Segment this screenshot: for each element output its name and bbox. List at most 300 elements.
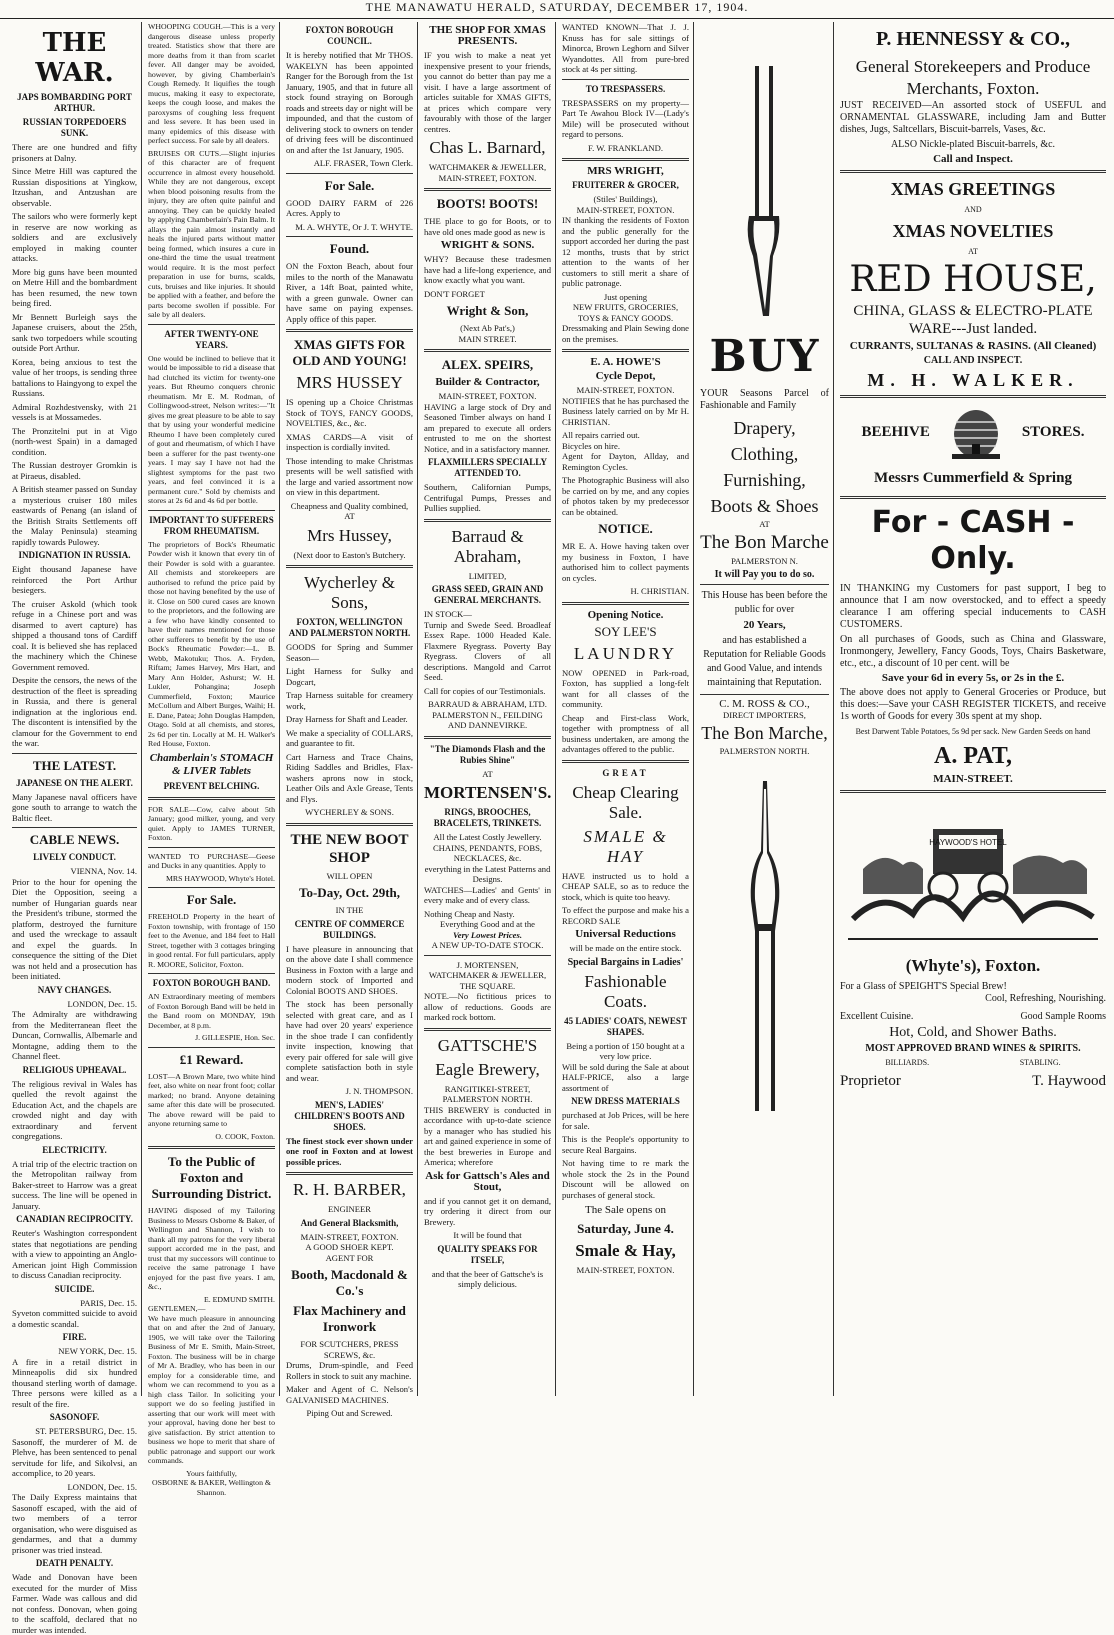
signature: H. CHRISTIAN.: [630, 586, 689, 596]
paragraph: IF you wish to make a neat yet inexpensive present to your friends, you cannot do better than pay me a visit. I have a large assortment of articles suitable for XMAS GIFTS, at prices which compare very favourably with those of the larger centres.: [424, 50, 551, 134]
text: Good Sample Rooms: [1020, 1011, 1106, 1022]
text: Nothing Cheap and Nasty.: [424, 908, 515, 919]
signature: J. N. THOMPSON.: [345, 1086, 413, 1096]
text: WATCHMAKER & JEWELLER,: [428, 970, 547, 980]
dateline: LONDON, Dec. 15.: [67, 998, 137, 1009]
divider: [148, 847, 275, 848]
divider: [286, 236, 413, 237]
subhead: RUSSIAN TORPEDOERS SUNK.: [22, 117, 127, 138]
text: AT: [482, 768, 493, 779]
column-bon-marche: [696, 22, 834, 1396]
paragraph: WANTED KNOWN—That J. J. Knuss has for sale sittings of Minorca, Brown Leghorn and Silver Wyandottes. All from pure-bred stock at 4s per sitting.: [562, 22, 689, 74]
text: STABLING.: [1019, 1058, 1061, 1067]
heading: Chas L. Barnard,: [429, 138, 546, 157]
subhead: NEW DRESS MATERIALS: [571, 1096, 680, 1106]
beehive-icon: [944, 404, 1008, 460]
paragraph: One would be inclined to believe that it would be impossible to rid a disease that had clutched its victim for twenty-one years. But Rheumo conquers chronic rheumatism. Mr E. M. Rodman, of Collingwood-street, Nelson writes:—"It gives me great pleasure to be able to say that by using your wonderful medicine Rheumo I have been completely cured of gout and rheumatism, of which I have been a sufferer for the past twenty-one years. I may say I have not had the slightest symptoms for the past two years, and feel convinced it is a permanent cure." Sold by chemists and stores at 2s 6d and 4s 6d per bottle.: [148, 353, 275, 505]
subhead: FRUITERER & GROCER,: [572, 180, 679, 190]
heading: Booth, Macdonald & Co.'s: [291, 1267, 408, 1298]
text: A GOOD SHOER KEPT.: [305, 1242, 394, 1252]
signature: E. EDMUND SMITH.: [203, 1294, 275, 1304]
signature: OSBORNE & BAKER, Wellington & Shannon.: [151, 1478, 271, 1497]
item-clothing: Clothing,: [730, 444, 799, 464]
paragraph: Light Harness for Sulky and Dogcart,: [286, 666, 413, 687]
paragraph: Call for copies of our Testimonials.: [424, 685, 546, 696]
heading: XMAS GREETINGS: [890, 179, 1056, 199]
paragraph: and if you cannot get it on demand, try ordering it direct from our Brewery.: [424, 1195, 551, 1227]
paragraph: Maker and Agent of C. Nelson's GALVANISED MACHINES.: [286, 1384, 413, 1405]
paragraph: HAVING disposed of my Tailoring Business to Messrs Osborne & Baker, of Wellington and Shannon, I wish to thank all my patrons for the very liberal support accorded me in the past, and trust that my successors will continue to receive the same patronage I have enjoyed for the past five years. I am, &c.,: [148, 1206, 275, 1291]
subhead: Call and Inspect.: [933, 153, 1013, 165]
divider: [840, 496, 1106, 499]
subhead: MEN'S, LADIES' CHILDREN'S BOOTS AND SHOES.: [294, 1099, 405, 1132]
divider: [148, 1047, 275, 1048]
text: MAIN-STREET, FOXTON.: [438, 172, 537, 183]
text: RANGITIKEI-STREET,: [444, 1083, 531, 1094]
subhead: MAIN-STREET.: [933, 773, 1013, 785]
heading: M. H. WALKER.: [867, 370, 1079, 390]
paragraph: FOR SALE—Cow, calve about 5th January; good milker, young, and very quiet. Apply to JAMES TURNER, Foxton.: [148, 804, 275, 842]
subhead: Special Bargains in Ladies': [567, 956, 684, 968]
paragraph: AN Extraordinary meeting of members of Foxton Borough Band will be held in the Band room on MONDAY, 19th December, at 8 p.m.: [148, 992, 275, 1030]
heading-the-war: THE WAR.: [35, 28, 114, 88]
subhead: CANADIAN RECIPROCITY.: [16, 1214, 133, 1224]
paragraph: FREEHOLD Property in the heart of Foxton township, with frontage of 150 feet to the Avenue, and 184 feet to Hall Street, together with 3 cottages bringing in good rental. For full particulars, apply R. MOORE, Solicitor, Foxton.: [148, 912, 275, 969]
paragraph: Wade and Donovan have been executed for the murder of Miss Farmer. Wade was callous and did not confess. Donovan, when going to the scaffold, declared that no murder was intended.: [12, 1572, 137, 1635]
dateline: LONDON, Dec. 15.: [67, 1481, 137, 1492]
text: All repairs carried out.: [562, 430, 640, 440]
paragraph: More big guns have been mounted on Metre Hill and the bombardment has been resumed, the new town being fired.: [12, 266, 137, 308]
text: A NEW UP-TO-DATE STOCK.: [431, 940, 544, 950]
heading-the-latest: THE LATEST.: [32, 757, 117, 773]
text: For a Glass of SPEIGHT'S Special Brew!: [840, 981, 1007, 992]
text: (Stiles' Buildings),: [593, 194, 658, 204]
text: Best Darwent Table Potatoes, 5s 9d per sack. New Garden Seeds on hand: [855, 727, 1091, 736]
text: BARRAUD & ABRAHAM, LTD.: [428, 699, 547, 709]
column-ads-3: [282, 22, 418, 1418]
text: will be made on the entire stock.: [569, 943, 682, 953]
text: Very Lowest Prices.: [453, 929, 522, 940]
subhead: It will Pay you to do so.: [714, 569, 815, 580]
text: All the Latest Costly Jewellery.: [433, 832, 542, 842]
column-ads-4: [420, 22, 556, 1396]
subhead: NAVY CHANGES.: [37, 984, 112, 995]
paragraph: The above does not apply to General Groceries or Produce, but this does:—Save your CASH REGISTER TICKETS, and receive 1s worth of Goods for every 30s spent at my shop.: [840, 687, 1106, 722]
heading: To-Day, Oct. 29th,: [299, 885, 400, 900]
heading: Wycherley & Sons,: [303, 573, 396, 612]
divider: [562, 602, 689, 605]
paragraph: HAVING a large stock of Dry and Seasoned Timber always on hand I am prepared to execute all orders entrusted to me on the shortest Notice, and in a satisfactory manner.: [424, 401, 551, 454]
paragraph: A trial trip of the electric traction on the Metropolitan railway from Baker-street to Harrow was a great success. The line will be opened in January.: [12, 1158, 137, 1211]
paragraph: It is hereby notified that Mr THOS. WAKELYN has been appointed Ranger for the Borough from the 1st January, 1905, and that in future all stock found straying on Borough roads and streets day or night will be impounded, and that the custom of delivering stock to owners on tender of driving fees will be discontinued on and after the 1st January, 1905.: [286, 50, 413, 155]
divider: [148, 887, 275, 888]
paragraph: Admiral Rozhdestvensky, with 21 vessels is at Mossamedes.: [12, 401, 137, 422]
dateline: PARIS, Dec. 15.: [80, 1297, 137, 1308]
subhead: THE SHOP FOR XMAS PRESENTS.: [429, 24, 546, 47]
subhead: CURRANTS, SULTANAS & RASINS. (All Cleaned): [849, 340, 1097, 352]
paragraph: GOOD DAIRY FARM of 226 Acres. Apply to: [286, 197, 413, 218]
proprietor-row: [840, 1071, 1106, 1091]
text: DIRECT IMPORTERS,: [723, 709, 806, 720]
heading: For Sale.: [324, 177, 375, 193]
beehive-label: BEEHIVE: [861, 424, 930, 440]
heading: NOTICE.: [598, 521, 653, 536]
subhead: SUICIDE.: [54, 1283, 95, 1294]
text: everything in the Latest Patterns and Designs.: [424, 863, 551, 884]
subhead: QUALITY SPEAKS FOR ITSELF,: [437, 1243, 538, 1265]
tablets-ad-title: Chamberlain's STOMACH & LIVER Tablets: [149, 751, 274, 777]
text: MAIN-STREET, FOXTON.: [576, 1265, 675, 1275]
text: and has established a Reputation for Reliable Goods and Good Value, and intends maintaining that Reputation.: [703, 635, 826, 688]
subhead: FOXTON BOROUGH BAND.: [152, 978, 271, 988]
paragraph: YOUR Seasons Parcel of Fashionable and Family: [700, 388, 829, 411]
text: DON'T FORGET: [424, 288, 485, 299]
paragraph: Will be sold during the Sale at about HALF-PRICE, also a large assortment of: [562, 1061, 689, 1093]
pointing-hand-up-icon: [735, 761, 795, 1121]
paragraph: THIS BREWERY is conducted in accordance with up-to-date science by a manager who has studied his art and gained experience in some of the best breweries in Europe and America; wherefore: [424, 1104, 551, 1167]
divider: [700, 694, 829, 695]
store-name: The Bon Marche,: [701, 723, 828, 743]
text: CHINA, GLASS & ELECTRO-PLATE WARE---Just landed.: [853, 303, 1093, 337]
paragraph: This is the People's opportunity to secure Real Bargains.: [562, 1134, 689, 1155]
paragraph: Syveton committed suicide to avoid a domestic scandal.: [12, 1308, 137, 1329]
signature: F. W. FRANKLAND.: [588, 142, 663, 153]
text: AGENT FOR: [325, 1252, 374, 1263]
paragraph: HAVE instructed us to hold a CHEAP SALE, so as to reduce the stock, which is quite too heavy.: [562, 870, 689, 902]
heading: To the Public of Foxton and Surrounding District.: [151, 1154, 272, 1201]
services-row: [840, 1057, 1106, 1069]
store-name: The Bon Marche: [700, 531, 829, 553]
text: MAIN-STREET, FOXTON.: [300, 1231, 399, 1242]
stores-label: STORES.: [1021, 424, 1085, 440]
column-ads-2: [144, 22, 280, 1497]
heading: For Sale.: [186, 892, 237, 907]
paragraph: Southern, Californian Pumps, Centrifugal Pumps, Presses and Pullies supplied.: [424, 482, 551, 513]
text: Proprietor: [840, 1073, 901, 1089]
divider: [562, 158, 689, 161]
heading: P. HENNESSY & CO.,: [875, 28, 1071, 50]
text: Cool, Refreshing, Nourishing.: [985, 993, 1106, 1004]
heading: GATTSCHE'S: [437, 1035, 538, 1055]
divider: [424, 349, 551, 352]
paragraph: The Admiralty are withdrawing from the Mediterranean fleet the Duncan, Cornwallis, Albemarle and Montagne, adding them to the Channel fleet.: [12, 1009, 137, 1061]
text: MAIN STREET.: [458, 333, 517, 344]
subhead: FOXTON, WELLINGTON AND PALMERSTON NORTH.: [288, 617, 411, 638]
subhead: Save your 6d in every 5s, or 2s in the £.: [881, 672, 1065, 684]
paragraph: LOST—A Brown Mare, two white hind feet, also white on near front foot; collar marked; no brand. Anyone detaining same after this date will be prosecuted. The above reward will be paid to anyone returning same to: [148, 1071, 275, 1128]
paragraph: Despite the censors, the news of the destruction of the fleet is spreading in Russia, and there is general indignation at the inglorious end. The discontent is intensified by the clamour for the Government to end the war.: [12, 675, 137, 748]
divider: [286, 173, 413, 174]
paragraph: Many Japanese naval officers have gone south to arrange to watch the Baltic fleet.: [12, 791, 137, 823]
coach-and-horses-illustration: [843, 799, 1103, 949]
heading: Flax Machinery and Ironwork: [293, 1303, 406, 1334]
paragraph: Not having time to re mark the whole stock the 2s in the Pound Discount will be allowed on purchases of general stock.: [562, 1158, 689, 1200]
heading-cable-news: CABLE NEWS.: [29, 832, 120, 847]
divider: [148, 797, 275, 800]
divider: [148, 1146, 275, 1149]
text: ENGINEER: [328, 1204, 371, 1214]
signature: M. A. WHYTE, Or J. T. WHYTE.: [295, 221, 413, 232]
divider: [12, 827, 137, 828]
text: WATCHMAKER & JEWELLER,: [428, 162, 547, 172]
paragraph: Agent for Dayton, Allday, and Remington Cycles.: [562, 451, 689, 472]
heading: Fashionable Coats.: [584, 971, 667, 1011]
text: Hot, Cold, and Shower Baths.: [889, 1025, 1057, 1040]
text: NEW FRUITS, GROCERIES, TOYS & FANCY GOODS.: [572, 302, 679, 323]
heading: £1 Reward.: [179, 1051, 244, 1067]
paragraph: WATCHES—Ladies' and Gents' in every make and of every class.: [424, 884, 551, 905]
text: Cheapness and Quality combined,: [290, 500, 409, 511]
divider: [148, 973, 275, 974]
subhead: WRIGHT & SONS.: [440, 239, 535, 251]
text: This House has been before the public for over: [701, 590, 828, 615]
paragraph: The proprietors of Bock's Rheumatic Powder wish it known that every tin of their Powder is sold with a guarantee. All chemists and storekeepers are authorised to refund the price paid by those not having benefited by the use of it. Close on 500 cured cases are known to the proprietors, and the following are a few who have kindly consented to have their names mentioned for those other sufferers to benefit by the use of Bock's Rheumatic Powder:—L. B. Webb, Makotuku; Thos. A. Fryden, Riftam; James Harvey, Mrs Hart, and Mary Ann Holder, Ashurst; W. H. Lukler, Pohangina; Joseph Cummerfield, Foxton; Maurice McCollum and Albert Burges, Waihi; H. E. Dane, Patea; John Douglas Hampden, Otago. Sold at all chemists, and stores, 2s 6d per tin. Locally at M. H. Walker's Red House, Foxton.: [148, 539, 275, 748]
subhead: TO TRESPASSERS.: [585, 83, 666, 94]
divider: [562, 760, 689, 763]
subhead: CENTRE OF COMMERCE BUILDINGS.: [294, 918, 405, 940]
paragraph: JUST RECEIVED—An assorted stock of USEFUL and ORNAMENTAL GLASSWARE, including Jam and Butter dishes, Jugs, Saltcellars, Biscuit-barrels, Vases, &c.: [840, 100, 1106, 135]
text: CHAINS, PENDANTS, FOBS, NECKLACES, &c.: [432, 842, 543, 863]
paragraph: Those intending to make Christmas presents will be well satisfied with the large and varied assortment now on view in this department.: [286, 455, 413, 497]
divider: [562, 349, 689, 352]
text: PALMERSTON NORTH.: [719, 746, 810, 756]
subhead: FOXTON BOROUGH COUNCIL.: [305, 25, 394, 46]
heading: LAUNDRY: [573, 643, 678, 663]
divider: [840, 170, 1106, 173]
divider: [424, 188, 551, 191]
column-war-news: [8, 22, 142, 1635]
text: IN THE: [335, 905, 364, 915]
divider: [286, 1172, 413, 1175]
paragraph: Trap Harness suitable for creamery work,: [286, 690, 413, 711]
heading: XMAS NOVELTIES: [892, 221, 1054, 241]
text: J. MORTENSEN,: [456, 959, 519, 970]
text: It will be found that: [453, 1230, 522, 1240]
heading: Eagle Brewery,: [435, 1059, 540, 1079]
paragraph: The finest stock ever shown under one roof in Foxton and at lowest possible prices.: [286, 1135, 413, 1167]
paragraph: TRESPASSERS on my property—Part Te Awahou Block IV—(Lady's Mile) will be prosecuted without regard to persons.: [562, 97, 689, 139]
paragraph: IN THANKING my Customers for past support, I beg to announce that I am now overstocked, and to effect a speedy clearance I am offering special inducements to CASH CUSTOMERS.: [840, 583, 1106, 630]
text: T. Haywood: [1032, 1073, 1106, 1089]
heading: Saturday, June 4.: [577, 1221, 674, 1236]
beehive-row: [840, 404, 1106, 460]
text: Everything Good and at the: [440, 919, 535, 929]
paragraph: The Daily Express maintains that Sasonoff escaped, with the aid of two members of a terror organisation, who were disguised as gendarmes, and that a dummy prisoner was tried instead.: [12, 1492, 137, 1555]
text: Bicycles on hire.: [562, 440, 620, 451]
pointing-hand-down-icon: [735, 26, 795, 326]
text: LIMITED,: [468, 570, 507, 581]
paragraph: WHOOPING COUGH.—This is a very dangerous disease unless properly treated. Statistics show that there are more deaths from it than from scarlet fever. All danger may be avoided, however, by giving Chamberlain's Cough Remedy. It liquifies the tough mucus, making it easy to expectorate, keeps the cough loose, and makes the paroxysms of coughing less frequent and less severe. It has been used in many epidemics of this disease with perfect success. For sale by all dealers.: [148, 22, 275, 145]
heading: Barraud & Abraham,: [451, 526, 524, 566]
paragraph: ON the Foxton Beach, about four miles to the north of the Manawatu River, a 14ft Boat, painted white, with a green gunwale. Owner can have same on paying expenses. Apply office of this paper.: [286, 261, 413, 324]
subhead: GRASS SEED, GRAIN AND GENERAL MERCHANTS.: [431, 584, 544, 605]
paragraph: WHY? Because these tradesmen have had a life-long experience, and know exactly what you want.: [424, 254, 551, 285]
subhead: Universal Reductions: [575, 928, 676, 940]
subhead: IMPORTANT TO SUFFERERS FROM RHEUMATISM.: [149, 514, 274, 536]
paragraph: NOTE.—No fictitious prices to allow of reductions. Goods are marked rock bottom.: [424, 991, 551, 1022]
heading: Smale & Hay,: [575, 1241, 676, 1260]
divider: [424, 1028, 551, 1031]
divider: [424, 955, 551, 956]
text: FOR SCUTCHERS, PRESS SCREWS, &c.: [300, 1339, 399, 1360]
divider: [840, 395, 1106, 398]
column-right-ads: [836, 22, 1110, 1396]
subhead: 45 LADIES' COATS, NEWEST SHAPES.: [564, 1015, 687, 1037]
dateline: VIENNA, Nov. 14.: [70, 866, 137, 876]
subhead: FIRE.: [62, 1332, 87, 1342]
heading: XMAS GIFTS FOR OLD AND YOUNG!: [292, 337, 407, 368]
text: and that the beer of Gattsche's is simply delicious.: [431, 1268, 544, 1289]
heading: R. H. BARBER,: [293, 1180, 406, 1199]
dateline: NEW YORK, Dec. 15.: [58, 1346, 137, 1356]
signature: ALF. FRASER, Town Clerk.: [313, 158, 413, 168]
heading: SMALE & HAY: [583, 826, 668, 866]
amenities-row: [840, 1011, 1106, 1023]
signature: O. COOK, Foxton.: [215, 1131, 275, 1141]
subhead: MRS WRIGHT,: [587, 165, 664, 177]
hotel-sign-text: HAYWOOD'S HOTEL: [929, 838, 1007, 847]
subhead: FLAXMILLERS SPECIALLY ATTENDED TO.: [428, 457, 547, 478]
paragraph: Eight thousand Japanese have reinforced the Port Arthur besiegers.: [12, 564, 137, 595]
paragraph: MR E. A. Howe having taken over my business in Foxton, I have authorised him to collect payments on cycles.: [562, 541, 689, 583]
paragraph: Dressmaking and Plain Sewing done on the premises.: [562, 323, 689, 344]
column-ads-5: [558, 22, 694, 1396]
text: AT: [968, 247, 978, 256]
divider: [12, 753, 137, 754]
paragraph: The Russian destroyer Gromkin is at Piraeus, disabled.: [12, 460, 137, 481]
divider: [562, 79, 689, 80]
subhead: AFTER TWENTY-ONE YEARS.: [164, 328, 259, 350]
text: (Next Ab Pat's,): [460, 323, 515, 333]
heading: Found.: [329, 241, 370, 256]
heading: Cheap Clearing Sale.: [572, 782, 679, 822]
paragraph: To effect the purpose and make his a RECORD SALE: [562, 905, 689, 926]
text: MAIN-STREET, FOXTON.: [438, 391, 537, 401]
paragraph: XMAS CARDS—A visit of inspection is cordially invited.: [286, 431, 413, 452]
subhead: SASONOFF.: [49, 1412, 100, 1422]
paragraph: We make a speciality of COLLARS, and guarantee to fit.: [286, 727, 413, 748]
text: Being a portion of 150 bought at a very low price.: [566, 1040, 685, 1061]
divider: [424, 519, 551, 522]
text: General Storekeepers and Produce Merchants, Foxton.: [855, 57, 1091, 98]
text: (Next door to Easton's Butchery.: [293, 549, 406, 560]
text: AT: [344, 511, 355, 521]
paragraph: The cruiser Askold (which took refuge in a Chinese port and was disarmed to avert capture) has shipped a thousand tons of Cardiff coal. It is believed she has replaced the machinery which the Chinese Government removed.: [12, 598, 137, 672]
paragraph: There are one hundred and fifty prisoners at Dalny.: [12, 142, 137, 163]
paragraph: IS opening up a Choice Christmas Stock of TOYS, FANCY GOODS, NOVELTIES, &c., &c.: [286, 397, 413, 428]
text: THE SQUARE.: [459, 980, 516, 991]
heading: THE NEW BOOT SHOP: [290, 831, 409, 866]
paragraph: Korea, being anxious to test the value of her troops, is sending three battalions to Haingyong to expel the Russians.: [12, 356, 137, 398]
paragraph: NOTIFIES that he has purchased the Business lately carried on by Mr H. CHRISTIAN.: [562, 395, 689, 427]
paragraph: A British steamer passed on Sunday a mysterious cruiser 180 miles eastwards of Penang (an island of the British Straits Settlements off the Malay Peninsula) steaming rapidly towards Pulowey.: [12, 484, 137, 547]
text: WILL OPEN: [326, 870, 373, 881]
heading: ALEX. SPEIRS,: [441, 357, 534, 372]
text: SOY LEE'S: [594, 623, 657, 639]
dateline: ST. PETERSBURG, Dec. 15.: [35, 1426, 137, 1436]
text: BILLIARDS.: [885, 1058, 930, 1067]
subhead: And General Blacksmith,: [300, 1217, 399, 1228]
subhead: CALL AND INSPECT.: [923, 355, 1023, 366]
text: IN STOCK—: [424, 609, 472, 619]
paragraph: A fire in a retail district in Minneapolis did six hundred thousand sterling worth of damage. Three persons were killed as a result of the fire.: [12, 1356, 137, 1409]
signature: WYCHERLEY & SONS.: [305, 807, 394, 817]
subhead: E. A. HOWE'S: [590, 356, 661, 368]
heading: (Whyte's), Foxton.: [905, 956, 1041, 975]
text: MAIN-STREET, FOXTON.: [576, 385, 675, 395]
paragraph: The sailors who were formerly kept in reserve are now working as soldiers and are exclusively employed in making counter attacks.: [12, 211, 137, 263]
divider: [148, 510, 275, 511]
subhead: RINGS, BROOCHES, BRACELETS, TRINKETS.: [433, 807, 542, 828]
item-furnishing: Furnishing,: [723, 470, 806, 490]
subhead: PREVENT BELCHING.: [163, 780, 260, 791]
paragraph: The religious revival in Wales has quelled the revolt against the Education Act, and the chapels are crowded night and day with extraordinary and fervent congregations.: [12, 1078, 137, 1141]
subhead: Builder & Contractor,: [435, 376, 540, 388]
text: PALMERSTON N.: [731, 555, 798, 566]
divider: [700, 584, 829, 585]
divider: [840, 790, 1106, 793]
heading: MRS HUSSEY: [296, 373, 403, 392]
text: Messrs Cummerfield & Spring: [874, 470, 1072, 486]
subhead: LIVELY CONDUCT.: [33, 852, 116, 862]
text: Just opening: [603, 291, 648, 302]
subhead: INDIGNATION IN RUSSIA.: [18, 550, 131, 560]
text: AND: [964, 205, 982, 214]
paragraph: BRUISES OR CUTS.—Slight injuries of this character are of frequent occurrence in almost every household. While they are not dangerous, except when blood poisoning results from the injury, they are often quite painful and annoying. They can be quickly healed by applying Chamberlain's Pain Balm. It allays the pain almost instantly and heals the injured parts without matter being formed, which insures a cure in one-third the time the usual treatment would require. It is the most perfect preparation in use for burns, scalds, cuts, bruises and like injuries. It should be applied with a feather, and before the parts become swollen if possible. For sale by all dealers.: [148, 148, 276, 319]
heading: Mrs Hussey,: [307, 525, 392, 545]
text: Excellent Cuisine.: [840, 1011, 914, 1022]
item-boots: Boots & Shoes: [710, 496, 819, 516]
subhead: JAPANESE ON THE ALERT.: [16, 777, 133, 788]
text: Piping Out and Screwed.: [306, 1408, 393, 1418]
paragraph: On all purchases of Goods, such as China and Glassware, Ironmongery, Jewellery, Fancy Goods, Toys, Chairs Basketware, etc., etc., a discount of 10 per cent. will be: [840, 634, 1106, 669]
text: PALMERSTON NORTH.: [442, 1094, 533, 1104]
closing: Yours faithfully,: [186, 1468, 237, 1478]
subhead: 20 Years,: [743, 619, 786, 631]
paragraph: Cheap and First-class Work, together with promptness of all business undertaken, are among the advantages offered to the public.: [562, 712, 689, 754]
paragraph: Since Metre Hill was captured the Russian dispositions at Yingkow, Itzushan, and Antzushan are observable.: [12, 166, 137, 208]
heading: BOOTS! BOOTS!: [436, 196, 539, 211]
text: C. M. ROSS & CO.,: [719, 698, 810, 710]
subhead: JAPS BOMBARDING PORT ARTHUR.: [17, 92, 132, 113]
subhead: Cycle Depot,: [595, 370, 656, 382]
paragraph: The Pronzitelni put in at Vigo (north-west Spain) in a damaged condition.: [12, 425, 137, 457]
subhead: ELECTRICITY.: [42, 1144, 107, 1155]
subhead: "The Diamonds Flash and the Rubies Shine": [429, 743, 546, 765]
heading-red-house: RED HOUSE,: [849, 259, 1097, 300]
heading-cash-only: For - CASH - Only.: [871, 505, 1075, 576]
paragraph: IN thanking the residents of Foxton and the public generally for the support accorded her during the past 12 months, trusts that by strict attention to the wants of her customers to still merit a share of public patronage.: [562, 215, 689, 288]
subhead: Opening Notice.: [587, 608, 664, 621]
paragraph: Reuter's Washington correspondent states that negotiations are pending with a view to appointing an Anglo-American joint High Commission to discuss Canadian reciprocity.: [12, 1228, 137, 1280]
signature: J. GILLESPIE, Hon. Sec.: [195, 1033, 275, 1042]
heading: A. PAT,: [934, 743, 1012, 769]
text: PALMERSTON N., FEILDING AND DANNEVIRKE.: [432, 709, 543, 730]
signature: MRS HAYWOOD, Whyte's Hotel.: [165, 873, 275, 883]
text: The Sale opens on: [585, 1204, 666, 1216]
divider: [286, 329, 413, 332]
paragraph: NOW OPENED in Park-road, Foxton, has supplied a long-felt want for all classes of the community.: [562, 667, 689, 709]
subhead: GREAT: [602, 767, 649, 778]
paragraph: THE place to go for Boots, or to have old ones made good as new is: [424, 216, 551, 237]
heading: MORTENSEN'S.: [424, 783, 552, 802]
subhead: Ask for Gattsch's Ales and Stout,: [425, 1169, 550, 1193]
divider: [424, 736, 551, 739]
buy-heading: BUY: [709, 331, 820, 382]
divider: [286, 823, 413, 826]
heading: Wright & Son,: [446, 303, 529, 318]
paragraph: Prior to the hour for opening the Diet the Opposition, seeing a number of Hungarian guards near the President's tribune, stormed the platform, destroyed the furniture and used the wreckage to assault and expel the guards. In consequence the sitting of the Diet was not held and a prosecution has been initiated.: [12, 876, 137, 981]
